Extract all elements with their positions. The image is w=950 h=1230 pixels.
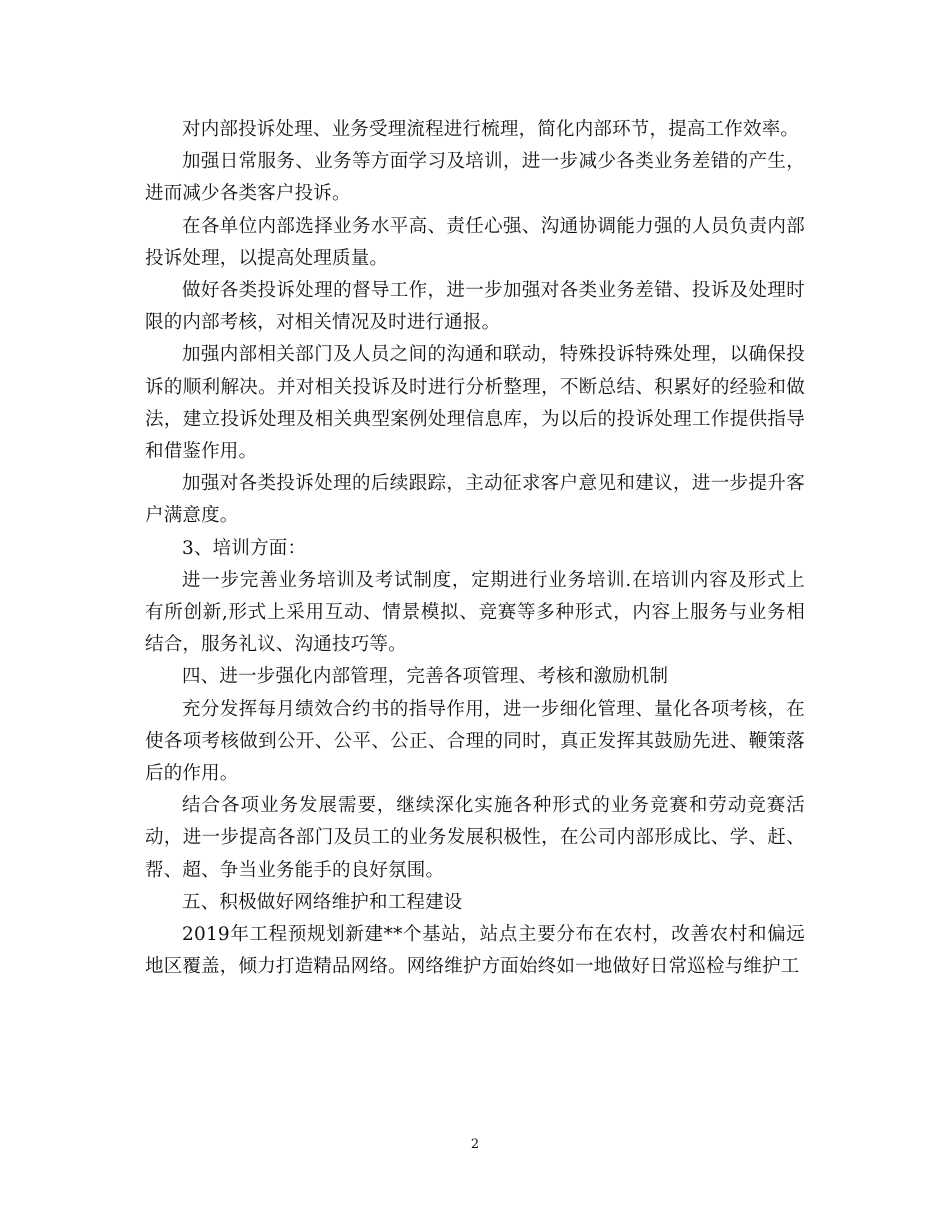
section-heading-training: 3、培训方面： [182,537,307,559]
paragraph-performance-contract: 充分发挥每月绩效合约书的指导作用，进一步细化管理、量化各项考核，在使各项考核做到公开、公平、公正、合理的同时，真正发挥其鼓励先进、鞭策落后的作用。 [145,698,805,785]
page-number: 2 [470,1137,480,1152]
paragraph-training-reduce-errors: 加强日常服务、业务等方面学习及培训，进一步减少各类业务差错的产生，进而减少各类客户投诉。 [145,151,805,205]
document-body [145,114,805,983]
paragraph-competitions: 结合各项业务发展需要，继续深化实施各种形式的业务竞赛和劳动竞赛活动，进一步提高各部门及员工的业务发展积极性，在公司内部形成比、学、赶、帮、超、争当业务能手的良好氛围。 [145,795,805,881]
paragraph-supervision: 做好各类投诉处理的督导工作，进一步加强对各类业务差错、投诉及处理时限的内部考核，对相关情况及时进行通报。 [145,280,805,334]
paragraph-coordination: 加强内部相关部门及人员之间的沟通和联动，特殊投诉特殊处理，以确保投诉的顺利解决。并对相关投诉及时进行分析整理，不断总结、积累好的经验和做法，建立投诉处理及相关典型案例处理信息库，为以后的投诉处理工作提供指导和借鉴作用。 [145,344,805,463]
paragraph-base-stations: 2019年工程预规划新建**个基站，站点主要分布在农村，改善农村和偏远地区覆盖，倾力打造精品网络。网络维护方面始终如一地做好日常巡检与维护工 [145,924,805,978]
section-heading-network: 五、积极做好网络维护和工程建设 [182,891,463,913]
paragraph-training-system: 进一步完善业务培训及考试制度，定期进行业务培训.在培训内容及形式上有所创新,形式上采用互动、情景模拟、竞赛等多种形式，内容上服务与业务相结合，服务礼议、沟通技巧等。 [145,569,805,656]
paragraph-follow-up: 加强对各类投诉处理的后续跟踪，主动征求客户意见和建议，进一步提升客户满意度。 [145,473,805,527]
section-heading-internal-management: 四、进一步强化内部管理，完善各项管理、考核和激励机制 [182,666,669,688]
paragraph-select-staff: 在各单位内部选择业务水平高、责任心强、沟通协调能力强的人员负责内部投诉处理，以提高处理质量。 [145,215,805,269]
paragraph-complaint-process: 对内部投诉处理、业务受理流程进行梳理，简化内部环节，提高工作效率。 [182,119,800,140]
